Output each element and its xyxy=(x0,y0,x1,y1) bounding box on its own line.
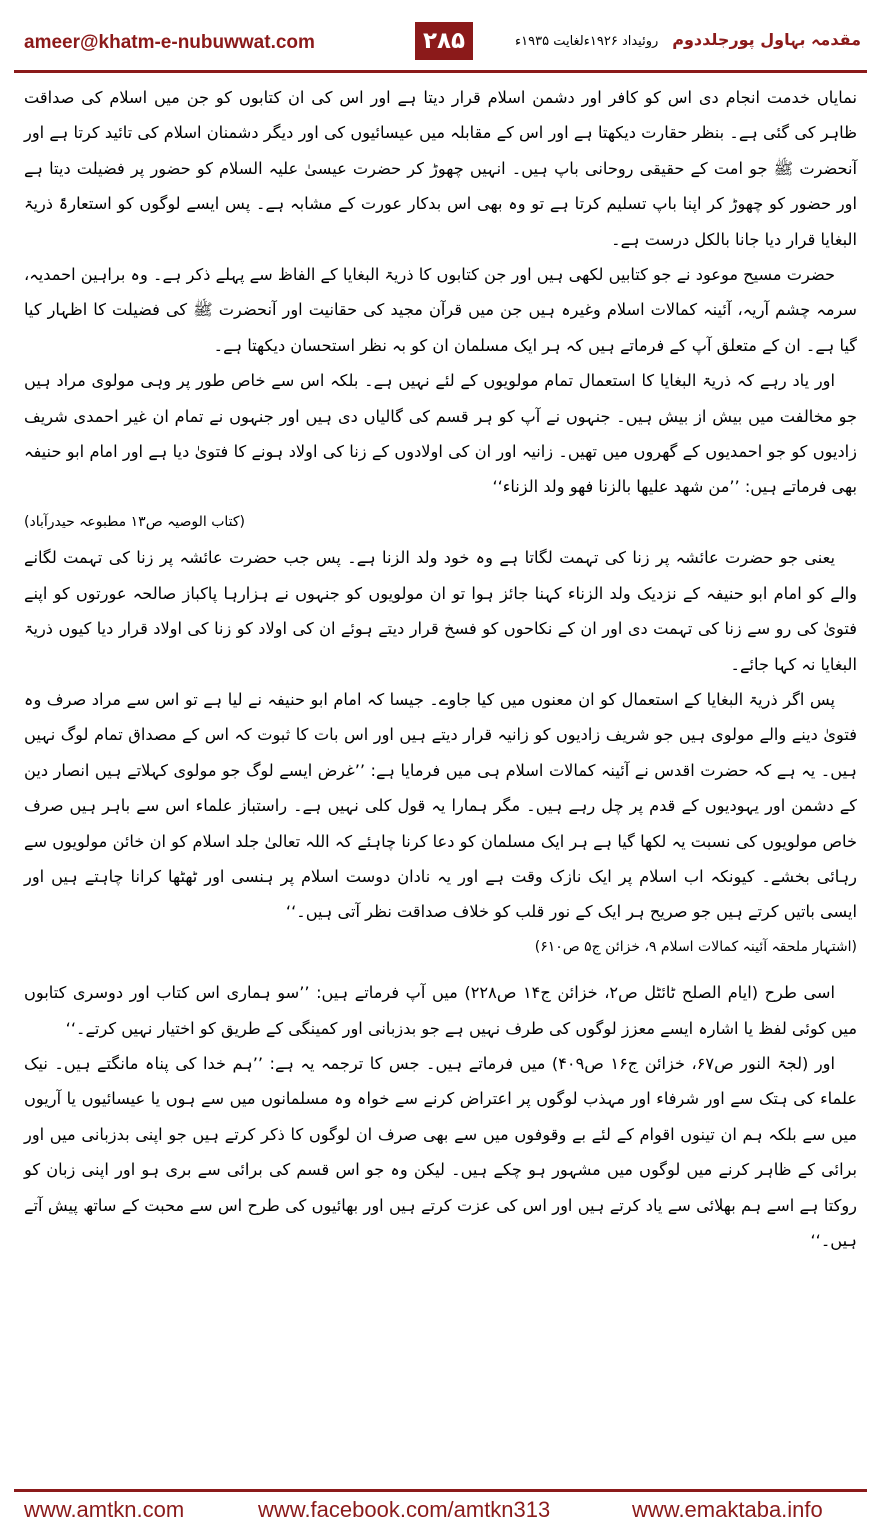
header-book-title: مقدمہ بہاول پورجلددوم xyxy=(672,30,861,49)
footer-link-amtkn[interactable]: www.amtkn.com xyxy=(24,1497,185,1522)
header-divider xyxy=(14,70,867,73)
page-header xyxy=(0,0,881,70)
footer-divider xyxy=(14,1489,867,1492)
footer-link-facebook[interactable]: www.facebook.com/amtkn313 xyxy=(258,1497,551,1522)
header-email[interactable]: ameer@khatm-e-nubuwwat.com xyxy=(24,32,315,53)
footer-link-emaktaba[interactable]: www.emaktaba.info xyxy=(632,1497,823,1522)
citation: (اشتہار ملحقہ آئینہ کمالات اسلام ۹، خزائن ج۵ ص۶۱۰) xyxy=(534,938,857,955)
paragraph: پس اگر ذریۃ البغایا کے استعمال کو ان معنوں میں کیا جاوے۔ جیسا کہ امام ابو حنیفہ نے لیا ہے تو اس سے مراد صرف وہ فتویٰ دینے والے مولوی ہیں جو شریف زادیوں کو زانیہ قرار دیتے ہیں اور اس بات کا ثبوت کہ اس کے مصداق تمام لوگ نہیں ہیں۔ یہ ہے کہ حضرت اقدس نے آئینہ کمالات اسلام ہی میں فرمایا ہے: ’’غرض ایسے لوگ جو مولوی کہلاتے ہیں انصار دین کے دشمن اور یہودیوں کے قدم پر چل رہے ہیں۔ مگر ہمارا یہ قول کلی نہیں ہے۔ راستباز علماء اس سے باہر ہیں صرف خاص مولویوں کی نسبت یہ لکھا گیا ہے ہر ایک مسلمان کو دعا کرنا چاہئے کہ اللہ تعالیٰ جلد اسلام کو ان خائن مولویوں سے رہائی بخشے۔ کیونکہ اب اسلام پر ایک نازک وقت ہے اور یہ نادان دوست اسلام پر ہنسی اور ٹھٹھا کرانا چاہتے ہیں اور ایسی باتیں کرتے ہیں جو صریح ہر ایک کے نور قلب کو خلاف صداقت نظر آتی ہیں۔‘‘ xyxy=(24,689,857,922)
page-footer xyxy=(0,1495,881,1531)
paragraph: اسی طرح (ایام الصلح ٹائٹل ص۲، خزائن ج۱۴ ص۲۲۸) میں آپ فرماتے ہیں: ’’سو ہماری اس کتاب اور دوسری کتابوں میں کوئی لفظ یا اشارہ ایسے معزز لوگوں کی طرف نہیں ہے جو بدزبانی اور کمینگی کے طریق کو اختیار نہیں کرتے۔‘‘ xyxy=(24,983,857,1038)
paragraph: یعنی جو حضرت عائشہ پر زنا کی تہمت لگاتا ہے وہ خود ولد الزنا ہے۔ پس جب حضرت عائشہ پر زنا کی تہمت لگانے والے کو امام ابو حنیفہ کے نزدیک ولد الزناء کہنا جائز ہوا تو ان مولویوں کو جنہوں نے ہزارہا پاکباز صالحہ عورتوں کو اپنے فتویٰ کی رو سے زنا کی تہمت دی اور ان کے نکاحوں کو فسخ قرار دیتے ہوئے ان کی اولاد کو زنا کی اولاد قرار دیا کیوں ذریۃ البغایا نہ کہا جائے۔ xyxy=(24,548,857,674)
header-case-info: روئیداد ۱۹۲۶ءلغایت ۱۹۳۵ء xyxy=(515,34,659,49)
paragraph: نمایاں خدمت انجام دی اس کو کافر اور دشمن اسلام قرار دیتا ہے اور اس کی ان کتابوں کو جن میں اسلام کی صداقت ظاہر کی گئی ہے۔ بنظر حقارت دیکھتا ہے اور اس کے مقابلہ میں عیسائیوں کی اور دیگر دشمنان اسلام کی تائید کرتا ہے اور آنحضرت ﷺ جو امت کے حقیقی روحانی باپ ہیں۔ انہیں چھوڑ کر حضرت عیسیٰ علیہ السلام کو حضور پر فضیلت دیتا ہے اور حضور کو چھوڑ کر اپنا باپ تسلیم کرتا ہے تو وہ بھی اس بدکار عورت کے مشابہ ہے۔ پس ایسے لوگوں کو استعارۃً ذریۃ البغایا قرار دیا جانا بالکل درست ہے۔ xyxy=(24,88,857,249)
page-body xyxy=(24,80,857,1480)
paragraph: اور یاد رہے کہ ذریۃ البغایا کا استعمال تمام مولویوں کے لئے نہیں ہے۔ بلکہ اس سے خاص طور پر وہی مولوی مراد ہیں جو مخالفت میں بیش از بیش ہیں۔ جنہوں نے آپ کو ہر قسم کی گالیاں دی ہیں اور جنہوں نے تمام ان غیر احمدی شریف زادیوں کو جو احمدیوں کے گھروں میں تھیں۔ زانیہ اور ان کی اولادوں کے زنا کی اولاد ہونے کا فتویٰ دیا ہے اور امام ابو حنیفہ بھی فرماتے ہیں: ’’من شھد علیھا بالزنا فھو ولد الزناء‘‘ xyxy=(24,371,857,497)
citation: (کتاب الوصیہ ص۱۳ مطبوعہ حیدرآباد) xyxy=(24,513,246,530)
paragraph: حضرت مسیح موعود نے جو کتابیں لکھی ہیں اور جن کتابوں کا ذریۃ البغایا کے الفاظ سے پہلے ذکر ہے۔ وہ براہین احمدیہ، سرمہ چشم آریہ، آئینہ کمالات اسلام وغیرہ ہیں جن میں قرآن مجید کی حقانیت اور آنحضرت ﷺ کی فضیلت کا اظہار کیا گیا ہے۔ ان کے متعلق آپ کے فرماتے ہیں کہ ہر ایک مسلمان ان کو بہ نظر استحسان دیکھتا ہے۔ xyxy=(24,265,857,355)
paragraph: اور (لجۃ النور ص۶۷، خزائن ج۱۶ ص۴۰۹) میں فرماتے ہیں۔ جس کا ترجمہ یہ ہے: ’’ہم خدا کی پناہ مانگتے ہیں۔ نیک علماء کی ہتک سے اور شرفاء اور مہذب لوگوں پر اعتراض کرنے سے خواہ وہ مسلمانوں میں سے ہوں یا عیسائیوں یا آریوں میں سے بلکہ ہم ان تینوں اقوام کے لئے بے وقوفوں میں سے بھی صرف ان لوگوں کا ذکر کرتے ہیں جو اپنی بدزبانی میں اور برائی کے ظاہر کرنے میں لوگوں میں مشہور ہو چکے ہیں۔ لیکن وہ جو اس قسم کی برائی سے بری ہو اور اپنی زبان کو روکتا ہے اسے ہم بھلائی سے یاد کرتے ہیں اور اس کی عزت کرتے ہیں اور بھائیوں کی طرح اس سے محبت کے ساتھ پیش آتے ہیں۔‘‘ xyxy=(24,1053,857,1250)
page-number-badge: ۲۸۵ xyxy=(415,22,473,60)
